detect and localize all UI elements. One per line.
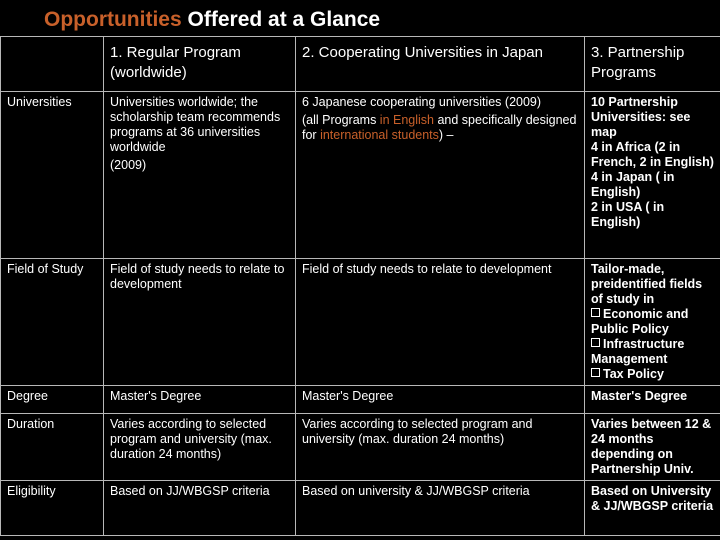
checkbox-bullet-icon	[591, 308, 600, 317]
field-partnership: Tailor-made, preidentified fields of study in Economic and Public Policy Infrastructure Management Tax Policy	[585, 259, 720, 386]
row-label-duration: Duration	[1, 414, 104, 481]
eligibility-row	[1, 481, 720, 536]
checkbox-bullet-icon	[591, 368, 600, 377]
duration-regular: Varies according to selected program and university (max. duration 24 months)	[104, 414, 296, 481]
duration-row	[1, 414, 720, 481]
header-regular: 1. Regular Program (worldwide)	[104, 37, 296, 92]
eligibility-regular: Based on JJ/WBGSP criteria	[104, 481, 296, 536]
row-label-eligibility: Eligibility	[1, 481, 104, 536]
field-cooperating: Field of study needs to relate to development	[296, 259, 585, 386]
degree-partnership: Master's Degree	[585, 386, 720, 414]
duration-partnership: Varies between 12 & 24 months depending on Partnership Univ.	[585, 414, 720, 481]
universities-regular: Universities worldwide; the scholarship team recommends programs at 36 universities worldwide (2009)	[104, 92, 296, 259]
eligibility-cooperating: Based on university & JJ/WBGSP criteria	[296, 481, 585, 536]
field-row	[1, 259, 720, 386]
title-accent: Opportunities	[44, 8, 182, 31]
degree-cooperating: Master's Degree	[296, 386, 585, 414]
universities-row	[1, 92, 720, 259]
row-label-field: Field of Study	[1, 259, 104, 386]
title-rest: Offered at a Glance	[187, 8, 381, 31]
checkbox-bullet-icon	[591, 338, 600, 347]
duration-cooperating: Varies according to selected program and university (max. duration 24 months)	[296, 414, 585, 481]
degree-regular: Master's Degree	[104, 386, 296, 414]
universities-partnership: 10 Partnership Universities: see map 4 in Africa (2 in French, 2 in English) 4 in Japan ( in English) 2 in USA ( in English)	[585, 92, 720, 259]
universities-cooperating: 6 Japanese cooperating universities (2009) (all Programs in English and specifically designed for international students) –	[296, 92, 585, 259]
field-regular: Field of study needs to relate to development	[104, 259, 296, 386]
row-label-degree: Degree	[1, 386, 104, 414]
eligibility-partnership: Based on University & JJ/WBGSP criteria	[585, 481, 720, 536]
header-partnership: 3. Partnership Programs	[585, 37, 720, 92]
row-label-universities: Universities	[1, 92, 104, 259]
header-row	[1, 37, 720, 92]
header-empty	[1, 37, 104, 92]
opportunities-table	[0, 36, 720, 536]
page-title	[44, 8, 380, 32]
degree-row	[1, 386, 720, 414]
header-cooperating: 2. Cooperating Universities in Japan	[296, 37, 585, 92]
